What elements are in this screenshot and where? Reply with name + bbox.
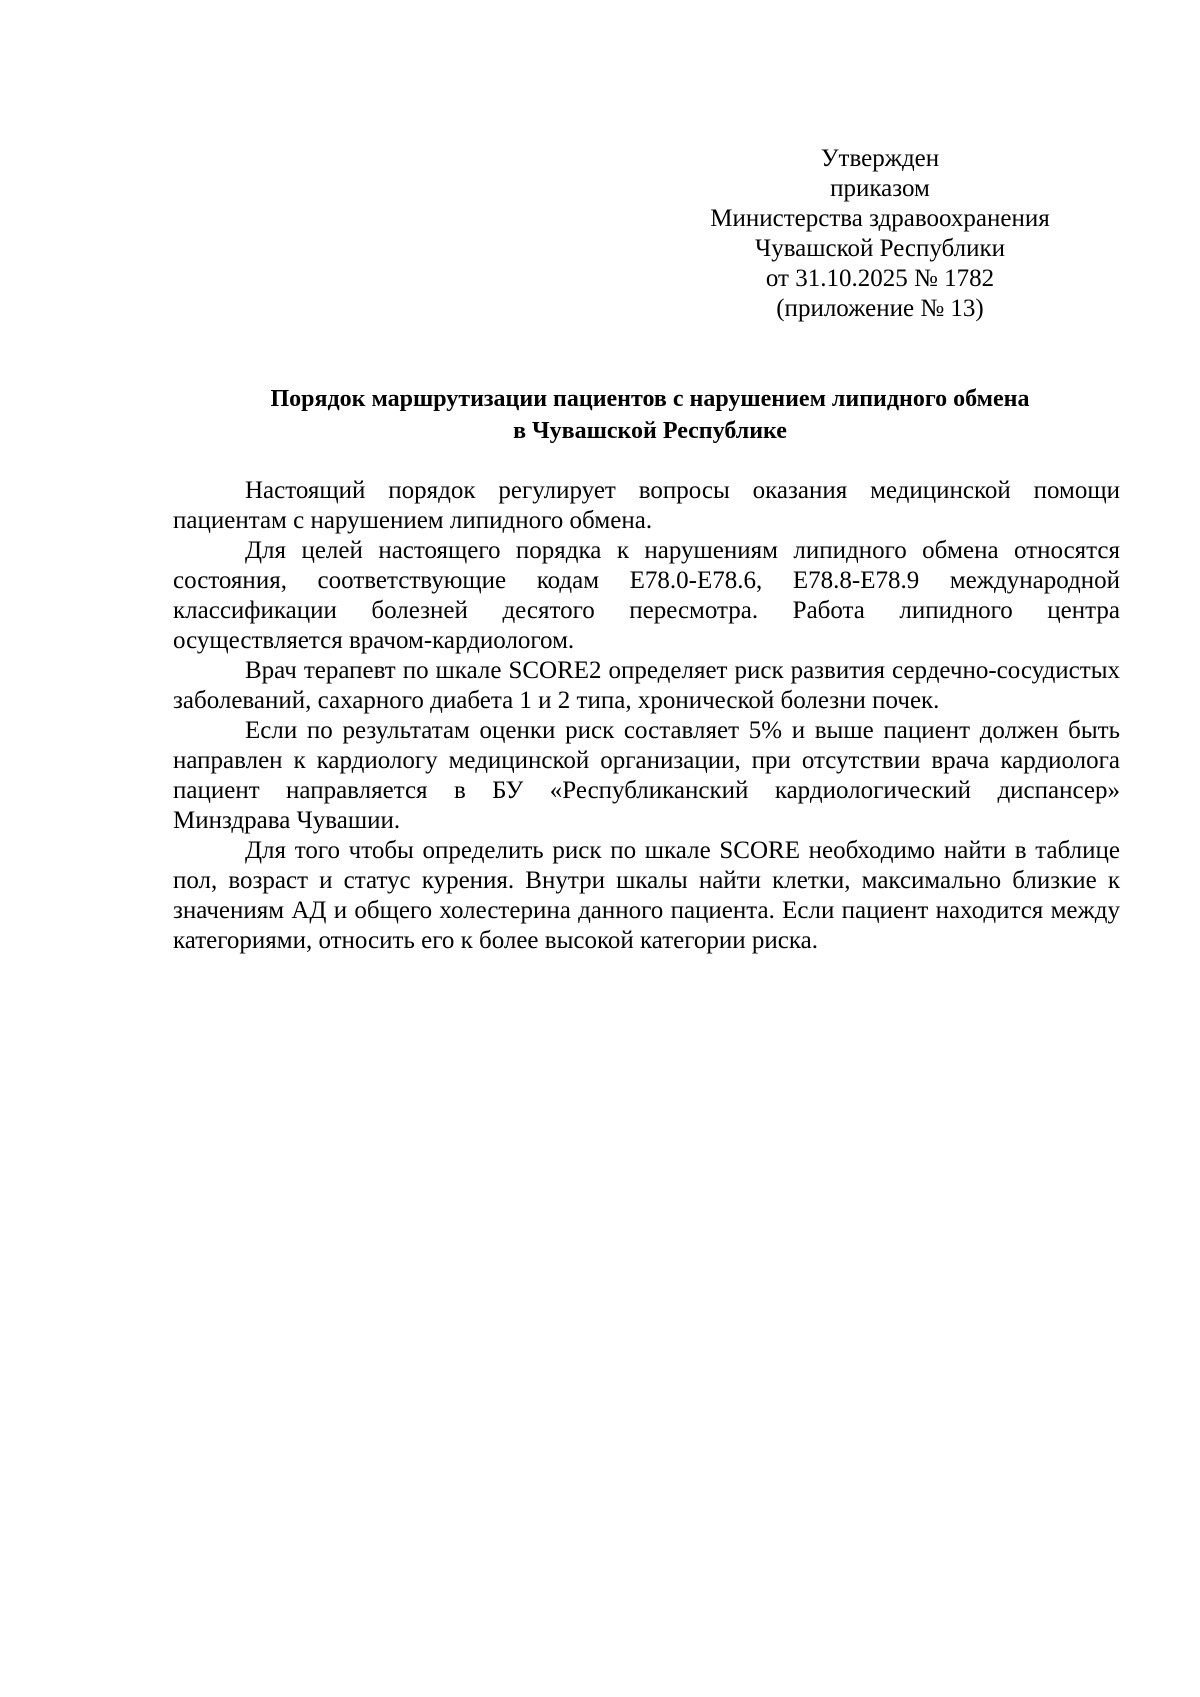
approval-stamp (680, 144, 1080, 324)
paragraph: Для целей настоящего порядка к нарушениям липидного обмена относятся состояния, соответствующие кодам E78.0-E78.6, E78.8-E78.9 международной классификации болезней десятого пересмотра. Работа липидного центра осуществляется врачом-кардиологом. (173, 537, 1120, 654)
approval-line: от 31.10.2025 № 1782 (765, 265, 995, 292)
document-title-line: в Чувашской Республике (513, 418, 787, 444)
approval-line: Чувашской Республики (754, 235, 1006, 262)
paragraph: Настоящий порядок регулирует вопросы оказания медицинской помощи пациентам с нарушением липидного обмена. (173, 477, 1120, 534)
paragraph: Для того чтобы определить риск по шкале SCORE необходимо найти в таблице пол, возраст и статус курения. Внутри шкалы найти клетки, максимально близкие к значениям АД и общего холестерина данного пациента. Если пациент находится между категориями, относить его к более высокой категории риска. (173, 837, 1120, 954)
document-title (172, 383, 1128, 447)
document-title-line: Порядок маршрутизации пациентов с нарушением липидного обмена (270, 386, 1030, 412)
approval-line: (приложение № 13) (776, 295, 984, 322)
approval-line: приказом (830, 175, 930, 202)
paragraph: Если по результатам оценки риск составляет 5% и выше пациент должен быть направлен к кардиологу медицинской организации, при отсутствии врача кардиолога пациент направляется в БУ «Республиканский кардиологический диспансер» Минздрава Чувашии. (173, 717, 1120, 834)
approval-line: Министерства здравоохранения (710, 205, 1050, 232)
document-body (173, 476, 1120, 956)
paragraph: Врач терапевт по шкале SCORE2 определяет риск развития сердечно-сосудистых заболеваний, сахарного диабета 1 и 2 типа, хронической болезни почек. (173, 657, 1120, 714)
approval-line: Утвержден (820, 145, 940, 172)
